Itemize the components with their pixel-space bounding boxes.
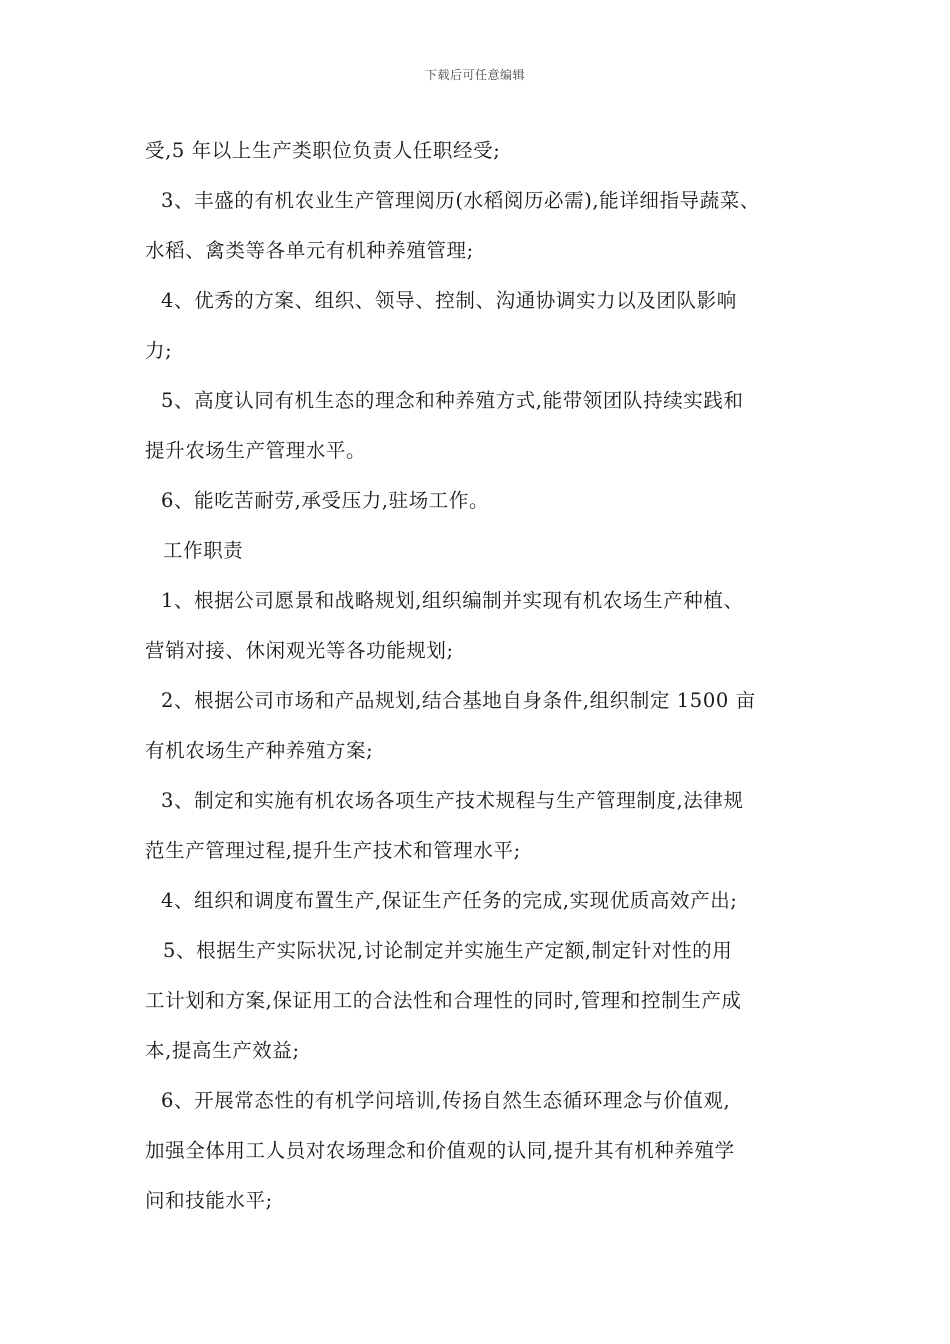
list-item: 3、制定和实施有机农场各项生产技术规程与生产管理制度,法律规 [161, 789, 744, 812]
list-item: 6、开展常态性的有机学问培训,传扬自然生态循环理念与价值观, [161, 1089, 731, 1112]
page-header: 下载后可任意编辑 [424, 68, 525, 82]
text-line: 提升农场生产管理水平。 [145, 439, 367, 462]
list-item: 5、高度认同有机生态的理念和种养殖方式,能带领团队持续实践和 [161, 389, 744, 412]
text-line: 加强全体用工人员对农场理念和价值观的认同,提升其有机种养殖学 [145, 1139, 735, 1162]
text-line: 本,提高生产效益; [145, 1039, 300, 1062]
list-item: 2、根据公司市场和产品规划,结合基地自身条件,组织制定 1500 亩 [161, 689, 756, 712]
text-line: 问和技能水平; [145, 1189, 273, 1212]
list-item: 4、优秀的方案、组织、领导、控制、沟通协调实力以及团队影响 [161, 289, 737, 312]
text-line: 有机农场生产种养殖方案; [145, 739, 374, 762]
list-item: 5、根据生产实际状况,讨论制定并实施生产定额,制定针对性的用 [163, 939, 733, 962]
document-body [145, 126, 813, 1226]
list-item: 4、组织和调度布置生产,保证生产任务的完成,实现优质高效产出; [161, 889, 738, 912]
text-line: 工计划和方案,保证用工的合法性和合理性的同时,管理和控制生产成 [145, 989, 742, 1012]
text-line: 水稻、禽类等各单元有机种养殖管理; [145, 239, 474, 262]
section-heading: 工作职责 [163, 539, 244, 562]
text-line: 范生产管理过程,提升生产技术和管理水平; [145, 839, 521, 862]
list-item: 1、根据公司愿景和战略规划,组织编制并实现有机农场生产种植、 [161, 589, 744, 612]
text-line: 营销对接、休闲观光等各功能规划; [145, 639, 454, 662]
text-line: 力; [145, 339, 173, 362]
list-item: 3、丰盛的有机农业生产管理阅历(水稻阅历必需),能详细指导蔬菜、 [161, 189, 761, 212]
text-line: 受,5 年以上生产类职位负责人任职经受; [145, 139, 501, 162]
list-item: 6、能吃苦耐劳,承受压力,驻场工作。 [161, 489, 490, 512]
